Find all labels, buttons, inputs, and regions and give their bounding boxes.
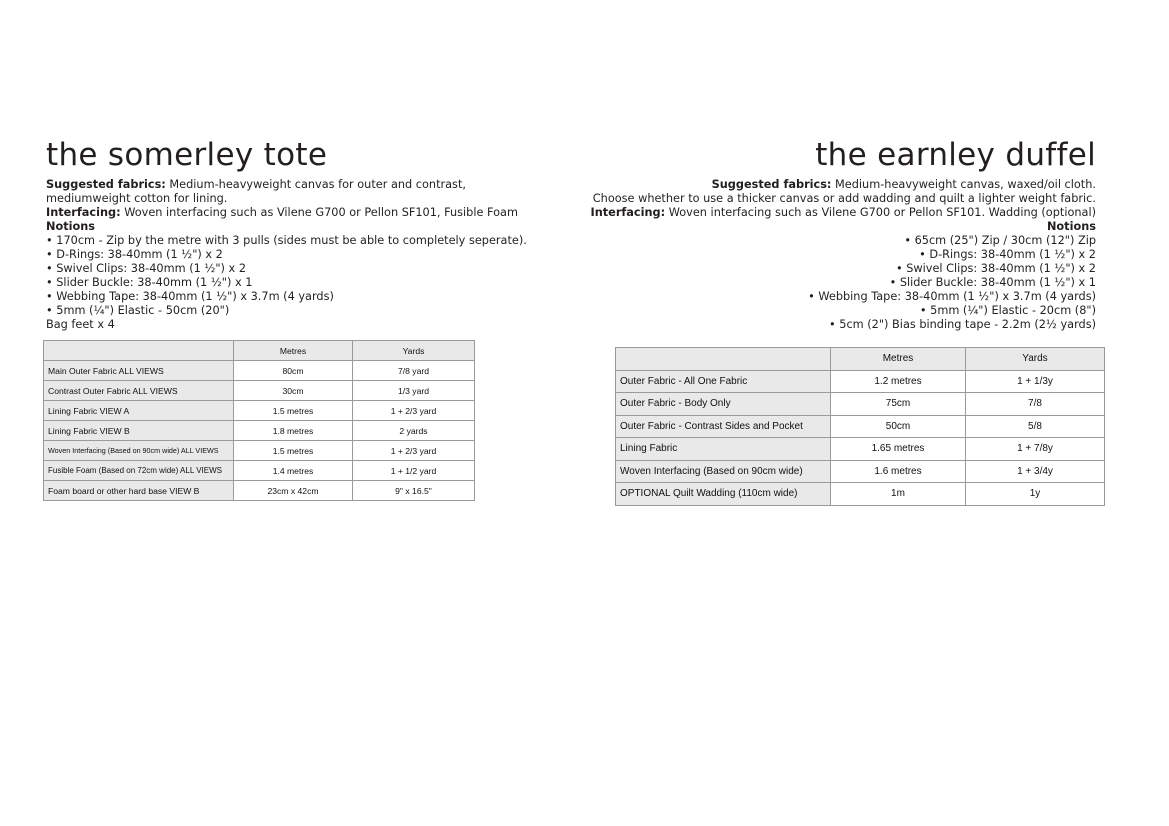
duffel-title: the earnley duffel (815, 137, 1096, 173)
tote-section (46, 138, 546, 332)
table-row (44, 461, 475, 481)
duffel-fabrics-label: Suggested fabrics: (711, 178, 832, 191)
row-yards: 7/8 yard (353, 361, 475, 381)
duffel-notion-item: • 5mm (¼") Elastic - 20cm (8") (919, 304, 1096, 317)
table-row (44, 481, 475, 501)
row-metres: 1.6 metres (831, 460, 966, 483)
table-row (44, 361, 475, 381)
duffel-notion-item: • 65cm (25") Zip / 30cm (12") Zip (904, 234, 1096, 247)
row-label: OPTIONAL Quilt Wadding (110cm wide) (616, 483, 831, 506)
row-yards: 7/8 (966, 393, 1105, 416)
row-yards: 1 + 2/3 yard (353, 441, 475, 461)
row-label: Foam board or other hard base VIEW B (44, 481, 234, 501)
row-label: Lining Fabric VIEW B (44, 421, 234, 441)
row-metres: 1.2 metres (831, 370, 966, 393)
row-yards: 2 yards (353, 421, 475, 441)
table-row (616, 370, 1105, 393)
row-metres: 75cm (831, 393, 966, 416)
row-metres: 1m (831, 483, 966, 506)
tote-interfacing-line (46, 206, 546, 220)
table-header-row (44, 341, 475, 361)
tote-notion-item: • 5mm (¼") Elastic - 50cm (20") (46, 304, 230, 317)
row-label: Fusible Foam (Based on 72cm wide) ALL VIEWS (44, 461, 234, 481)
tote-notion-item: • 170cm - Zip by the metre with 3 pulls (sides must be able to completely seperate). (46, 234, 527, 247)
duffel-notions-heading-text: Notions (1046, 220, 1096, 233)
duffel-interfacing-label: Interfacing: (590, 206, 666, 219)
duffel-interfacing-text: Woven interfacing such as Vilene G700 or Pellon SF101. Wadding (optional) (665, 206, 1096, 219)
tote-notion-item: • D-Rings: 38-40mm (1 ½") x 2 (46, 248, 223, 261)
row-metres: 1.65 metres (831, 438, 966, 461)
table-row (44, 401, 475, 421)
row-label: Outer Fabric - All One Fabric (616, 370, 831, 393)
table-row (616, 460, 1105, 483)
tote-title: the somerley tote (46, 137, 328, 173)
row-metres: 1.5 metres (234, 401, 353, 421)
tote-notion-item: • Swivel Clips: 38-40mm (1 ½") x 2 (46, 262, 247, 275)
duffel-notion-item: • Webbing Tape: 38-40mm (1 ½") x 3.7m (4 yards) (808, 290, 1096, 303)
tote-fabrics-label: Suggested fabrics: (46, 178, 166, 191)
table-header-metres: Metres (234, 341, 353, 361)
row-metres: 23cm x 42cm (234, 481, 353, 501)
row-metres: 80cm (234, 361, 353, 381)
duffel-notion-item: • D-Rings: 38-40mm (1 ½") x 2 (919, 248, 1096, 261)
tote-notions-heading (46, 220, 546, 234)
row-yards: 1 + 1/3y (966, 370, 1105, 393)
row-label: Woven Interfacing (Based on 90cm wide) ALL VIEWS (44, 441, 234, 461)
table-header-row (616, 348, 1105, 371)
duffel-notions-heading (560, 220, 1096, 234)
duffel-notion-item: • Slider Buckle: 38-40mm (1 ½") x 1 (889, 276, 1096, 289)
duffel-section (560, 138, 1096, 332)
table-header-cell (44, 341, 234, 361)
row-label: Outer Fabric - Contrast Sides and Pocket (616, 415, 831, 438)
row-label: Woven Interfacing (Based on 90cm wide) (616, 460, 831, 483)
row-yards: 1 + 7/8y (966, 438, 1105, 461)
row-label: Lining Fabric VIEW A (44, 401, 234, 421)
table-header-metres: Metres (831, 348, 966, 371)
duffel-notion-item: • Swivel Clips: 38-40mm (1 ½") x 2 (895, 262, 1096, 275)
row-label: Contrast Outer Fabric ALL VIEWS (44, 381, 234, 401)
tote-interfacing-label: Interfacing: (46, 206, 121, 219)
table-header-yards: Yards (966, 348, 1105, 371)
table-row (616, 438, 1105, 461)
row-yards: 1 + 2/3 yard (353, 401, 475, 421)
row-metres: 1.8 metres (234, 421, 353, 441)
duffel-fabrics-line-1 (560, 178, 1096, 192)
table-row (616, 415, 1105, 438)
table-row (616, 393, 1105, 416)
tote-fabric-table (43, 340, 475, 501)
row-yards: 1/3 yard (353, 381, 475, 401)
row-yards: 5/8 (966, 415, 1105, 438)
row-label: Main Outer Fabric ALL VIEWS (44, 361, 234, 381)
row-label: Outer Fabric - Body Only (616, 393, 831, 416)
tote-fabrics-text: Medium-heavyweight canvas for outer and contrast, (165, 178, 466, 191)
table-row (44, 441, 475, 461)
duffel-interfacing-line (560, 206, 1096, 220)
tote-fabrics-line-1 (46, 178, 546, 192)
tote-interfacing-text: Woven interfacing such as Vilene G700 or Pellon SF101, Fusible Foam (120, 206, 518, 219)
table-row (44, 381, 475, 401)
duffel-fabrics-line-2: Choose whether to use a thicker canvas or add wadding and quilt a lighter weight fabric. (592, 192, 1096, 205)
row-metres: 1.4 metres (234, 461, 353, 481)
row-yards: 1 + 3/4y (966, 460, 1105, 483)
table-row (44, 421, 475, 441)
tote-notion-item: • Slider Buckle: 38-40mm (1 ½") x 1 (46, 276, 253, 289)
row-metres: 50cm (831, 415, 966, 438)
row-yards: 1y (966, 483, 1105, 506)
table-header-cell (616, 348, 831, 371)
tote-fabrics-line-2: mediumweight cotton for lining. (46, 192, 228, 205)
row-metres: 30cm (234, 381, 353, 401)
row-yards: 9" x 16.5" (353, 481, 475, 501)
duffel-fabric-table (615, 347, 1105, 506)
duffel-fabrics-text: Medium-heavyweight canvas, waxed/oil cloth. (831, 178, 1096, 191)
tote-notions-heading-text: Notions (46, 220, 96, 233)
tote-notion-item: • Webbing Tape: 38-40mm (1 ½") x 3.7m (4 yards) (46, 290, 334, 303)
table-header-yards: Yards (353, 341, 475, 361)
duffel-notion-item: • 5cm (2") Bias binding tape - 2.2m (2½ yards) (829, 318, 1096, 331)
tote-notion-item: Bag feet x 4 (46, 318, 115, 331)
row-metres: 1.5 metres (234, 441, 353, 461)
row-label: Lining Fabric (616, 438, 831, 461)
row-yards: 1 + 1/2 yard (353, 461, 475, 481)
table-row (616, 483, 1105, 506)
